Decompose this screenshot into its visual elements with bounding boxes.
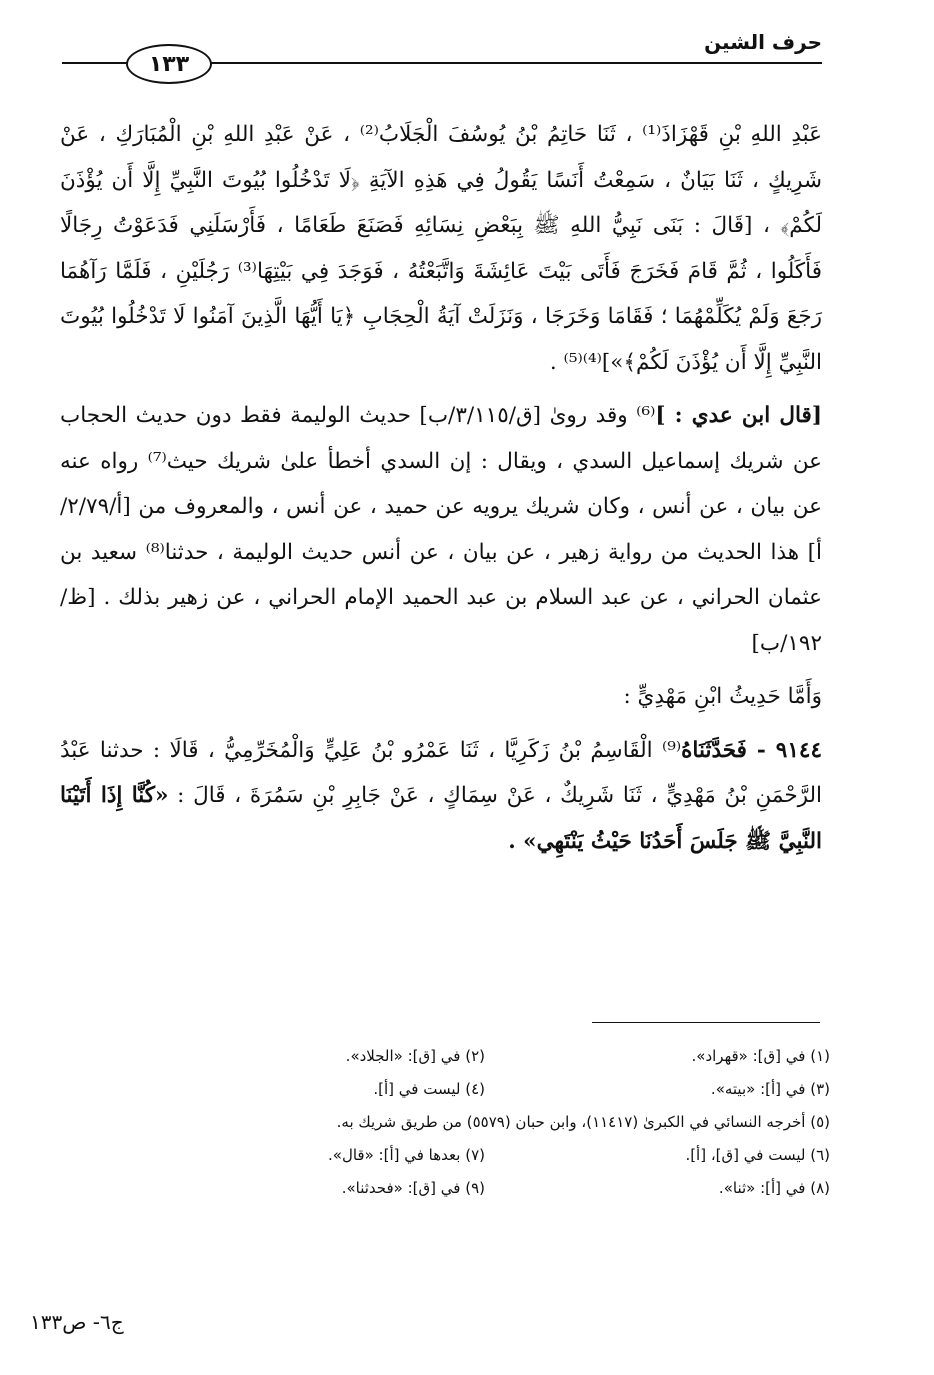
footnote-row <box>140 1040 830 1073</box>
footnote-divider <box>592 1022 820 1023</box>
footnote-row <box>140 1139 830 1172</box>
hadith-text: «كُنَّا إِذَا أَتَيْنَا النَّبِيَّ ﷺ جَلَسَ أَحَدُنَا حَيْثُ يَنْتَهِي» . <box>60 783 822 854</box>
footnote-9: (٩) في [ق]: «فحدثنا». <box>341 1179 485 1197</box>
footnote-7: (٧) بعدها في [أ]: «قال». <box>328 1146 485 1164</box>
paragraph-4-text: ⁽⁹⁾ الْقَاسِمُ بْنُ زَكَرِيَّا ، ثَنَا عَمْرُو بْنُ عَلِيٍّ وَالْمُخَرِّمِيُّ ، قَالَا : حدثنا عَبْدُ الرَّحْمَنِ بْنُ مَهْدِيٍّ ، ثَنَا شَرِيكٌ ، عَنْ سِمَاكٍ ، عَنْ جَابِرِ بْنِ سَمُرَةَ ، قَالَ : <box>60 737 822 808</box>
footnote-row <box>140 1172 830 1205</box>
paragraph-3: وَأَمَّا حَدِيثُ ابْنِ مَهْدِيٍّ : <box>623 684 822 709</box>
footnote-5: (٥) أخرجه النسائي في الكبرىٰ (١١٤١٧)، وابن حبان (٥٥٧٩) من طريق شريك به. <box>336 1113 830 1131</box>
footnote-6: (٦) ليست في [ق]، [أ]. <box>685 1146 830 1164</box>
paragraph-2-text: ⁽⁶⁾ وقد روىٰ [ق/٣/١١٥/ب] حديث الوليمة فقط دون حديث الحجاب عن شريك إسماعيل السدي ، ويقال : إن السدي أخطأ علىٰ شريك حيث⁽⁷⁾ رواه عنه عن بيان ، عن أنس ، وكان شريك يرويه عن حميد ، عن أنس ، والمعروف من [أ/٢/٧٩/أ] هذا الحديث من رواية زهير ، عن بيان ، عن أنس حديث الوليمة ، حدثنا⁽⁸⁾ سعيد بن عثمان الحراني ، عن عبد السلام بن عبد الحميد الإمام الحراني ، عن زهير بذلك . [ظ/١٩٢/ب] <box>60 403 823 656</box>
footnote-3: (٣) في [أ]: «بيته». <box>710 1080 830 1098</box>
volume-page-ref: ج٦- ص١٣٣ <box>30 1310 124 1334</box>
footnote-8: (٨) في [أ]: «ثنا». <box>718 1179 830 1197</box>
footnote-row <box>140 1073 830 1106</box>
paragraph-2 <box>60 393 822 666</box>
page-number-badge <box>126 44 212 84</box>
footnote-2: (٢) في [ق]: «الجلاد». <box>345 1047 485 1065</box>
paragraph-1: عَبْدِ اللهِ بْنِ قَهْزَاذَ⁽¹⁾ ، ثَنَا حَاتِمُ بْنُ يُوسُفَ الْجَلَابُ⁽²⁾ ، عَنْ عَبْدِ اللهِ بْنِ الْمُبَارَكِ ، عَنْ شَرِيكٍ ، ثَنَا بَيَانٌ ، سَمِعْتُ أَنَسًا يَقُولُ فِي هَذِهِ الآيَةِ ﴿لَا تَدْخُلُوا بُيُوتَ النَّبِيِّ إِلَّا أَن يُؤْذَنَ لَكُمْ﴾ ، [قَالَ : بَنَى نَبِيُّ اللهِ ﷺ بِبَعْضِ نِسَائِهِ فَصَنَعَ طَعَامًا ، فَأَرْسَلَنِي فَدَعَوْتُ رِجَالًا فَأَكَلُوا ، ثُمَّ قَامَ فَخَرَجَ فَأَتَى بَيْتَ عَائِشَةَ وَاتَّبَعْتُهُ ، فَوَجَدَ فِي بَيْتِهَا⁽³⁾ رَجُلَيْنِ ، فَلَمَّا رَآهُمَا رَجَعَ وَلَمْ يُكَلِّمْهُمَا ؛ فَقَامَا وَخَرَجَا ، وَنَزَلَتْ آيَةُ الْحِجَابِ ﴿يَا أَيُّهَا الَّذِينَ آمَنُوا لَا تَدْخُلُوا بُيُوتَ النَّبِيِّ إِلَّا أَن يُؤْذَنَ لَكُمْ﴾»]⁽⁴⁾⁽⁵⁾ . <box>60 122 822 375</box>
footnote-row <box>140 1106 830 1139</box>
page-number: ١٣٣ <box>148 51 190 77</box>
footnote-1: (١) في [ق]: «قهراد». <box>691 1047 830 1065</box>
page-header <box>62 28 822 88</box>
paragraph-4 <box>60 728 822 865</box>
speaker-label: [قال ابن عدي : ] <box>655 403 822 428</box>
chapter-title: حرف الشين <box>704 30 822 54</box>
main-text <box>60 112 822 864</box>
footnotes <box>140 1040 830 1205</box>
footnote-4: (٤) ليست في [أ]. <box>373 1080 485 1098</box>
hadith-number: ٩١٤٤ - فَحَدَّثَنَاهُ <box>681 737 822 763</box>
